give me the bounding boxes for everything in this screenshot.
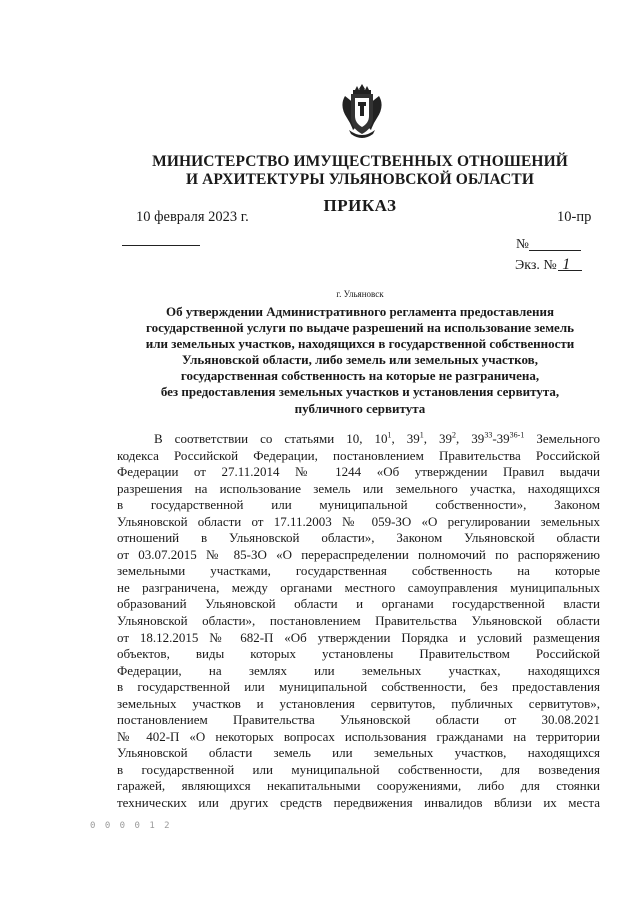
body-line: разрешения на использование земель или земельного участка, находящихся xyxy=(117,480,600,496)
heading-line: публичного сервитута xyxy=(294,400,426,416)
body-line: образований Ульяновской области и органами государственной власти xyxy=(117,596,600,612)
body-line: от 18.12.2015 № 682-П «Об утверждении Порядка и условий размещения xyxy=(117,629,600,645)
body-line: объектов, виды которых установлены Правительством Российской xyxy=(117,646,600,662)
body-line: Федерации, на землях или земельных участках, находящихся xyxy=(117,662,600,678)
body-line: постановлением Правительства Ульяновской области от 30.08.2021 xyxy=(117,712,600,728)
heading-line: государственной услуги по выдаче разрешений на использование земель xyxy=(146,320,574,336)
body-line: земельными участками, государственная собственность на которые xyxy=(117,563,600,579)
number-label: № xyxy=(516,236,529,251)
body-line: от 03.07.2015 № 85-ЗО «О перераспределении полномочий по распоряжению xyxy=(117,546,600,562)
body-line: отношений в Ульяновской области», Законом Ульяновской области xyxy=(117,530,600,546)
footer-stamp: 0 0 0 0 1 2 xyxy=(90,821,172,831)
body-line: Федерации от 27.11.2014 № 1244 «Об утверждении Правил выдачи xyxy=(117,464,600,480)
date-underline xyxy=(122,245,200,246)
number-underline xyxy=(529,250,581,251)
document-type-title: ПРИКАЗ xyxy=(323,196,397,215)
order-heading xyxy=(110,304,610,417)
body-line: технических или других средств передвижения инвалидов вблизи их места xyxy=(117,795,600,811)
body-line: гаражей, являющихся некапитальными сооружениями, либо для стоянки xyxy=(117,778,600,794)
copy-label: Экз. № xyxy=(515,258,557,273)
document-number: 10-пр xyxy=(557,209,592,225)
body-line: земельных участков и установления сервитутов, публичных сервитутов», xyxy=(117,695,600,711)
order-body-text xyxy=(117,431,600,812)
body-line: № 402-П «О некоторых вопросах использования гражданами на территории xyxy=(117,728,600,744)
coat-of-arms-emblem xyxy=(337,82,387,142)
heading-line: Ульяновской области, либо земель или земельных участков, xyxy=(182,352,538,368)
body-line-first: В соответствии со статьями 10, $10^1$, $39^1$, $39^2$, $39^{33}-39^{36-1}$ Земельного xyxy=(154,431,600,446)
document-date: 10 февраля 2023 г. xyxy=(136,209,249,225)
heading-line: или земельных участков, находящихся в государственной собственности xyxy=(145,336,575,352)
city-name: г. Ульяновск xyxy=(336,289,384,299)
heading-line: государственная собственность на которые не разграничена, xyxy=(180,368,540,384)
ministry-name-line1: МИНИСТЕРСТВО ИМУЩЕСТВЕННЫХ ОТНОШЕНИЙ xyxy=(152,153,568,170)
body-line: в государственной или муниципальной собственности, для возведения xyxy=(117,761,600,777)
heading-line: Об утверждении Административного регламента предоставления xyxy=(165,304,555,319)
body-line: не разграничена, между органами местного самоуправления муниципальных xyxy=(117,579,600,595)
ministry-name-line2: И АРХИТЕКТУРЫ УЛЬЯНОВСКОЙ ОБЛАСТИ xyxy=(186,171,534,188)
copy-number-handwritten: 1 xyxy=(562,256,571,273)
body-line: в государственной или муниципальной собственности», Законом xyxy=(117,497,600,513)
body-line: Ульяновской области», постановлением Правительства Ульяновской области xyxy=(117,613,600,629)
body-line: Ульяновской области земель или земельных участков, находящихся xyxy=(117,745,600,761)
heading-line: без предоставления земельных участков и установления сервитута, xyxy=(160,384,560,400)
body-line: Ульяновской области от 17.11.2003 № 059-ЗО «О регулировании земельных xyxy=(117,513,600,529)
body-line: кодекса Российской Федерации, постановлением Правительства Российской xyxy=(117,447,600,463)
copy-underline xyxy=(558,270,582,271)
copy-number-field xyxy=(515,256,572,274)
body-line: в государственной или муниципальной собственности, без предоставления xyxy=(117,679,600,695)
